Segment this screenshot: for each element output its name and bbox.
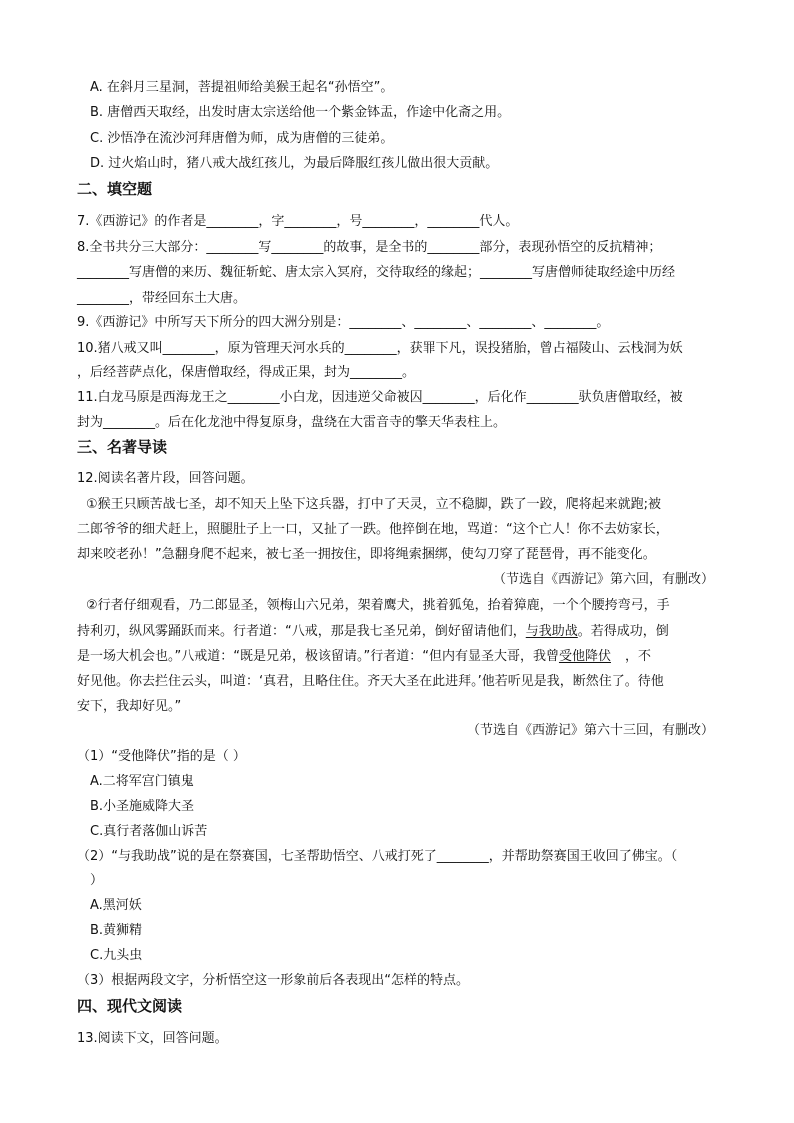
question-13-prompt: 13.阅读下文，回答问题。 xyxy=(77,1031,228,1046)
subquestion-1-option-b: B.小圣施威降大圣 xyxy=(90,799,195,814)
option-6c: C. 沙悟净在流沙河拜唐僧为师，成为唐僧的三徒弟。 xyxy=(90,131,394,146)
passage-2-line3 xyxy=(77,647,651,667)
question-7: 7.《西游记》的作者是________，字________，号________，________代人。 xyxy=(77,214,519,229)
subquestion-1: （1）“受他降伏”指的是（ ） xyxy=(77,749,246,764)
subquestion-2-option-a: A.黑河妖 xyxy=(90,898,142,913)
subquestion-2-option-c: C.九头虫 xyxy=(90,948,143,963)
question-8-line1: 8.全书共分三大部分：________写________的故事，是全书的________部分，表现孙悟空的反抗精神； xyxy=(77,240,662,255)
passage-2-line2-text: 持利刃，纵风雾踊跃而来。行者道：“八戒，那是我七圣兄弟，倒好留请他们， xyxy=(77,624,526,639)
question-9: 9.《西游记》中所写天下所分的四大洲分别是：________、________、________、________。 xyxy=(77,315,610,330)
passage-2-line1: ②行者仔细观看，乃二郎显圣，领梅山六兄弟，架着鹰犬，挑着狐兔，抬着獐鹿，一个个腰挎弯弓，手 xyxy=(86,598,670,613)
question-10-line1: 10.猪八戒又叫________，原为管理天河水兵的________，获罪下凡，误投猪胎，曾占福陵山、云栈洞为妖 xyxy=(77,341,683,356)
passage-1-line2: 二郎爷爷的细犬赶上，照腿肚子上一口，又扯了一跌。他捽倒在地，骂道：“这个亡人！你不去妨家长， xyxy=(77,522,669,537)
underlined-phrase-help-fight: 与我助战 xyxy=(525,624,578,639)
passage-1-line1: ①猴王只顾苦战七圣，却不知天上坠下这兵器，打中了天灵，立不稳脚，跌了一跤，爬将起来就跑;被 xyxy=(86,497,662,512)
question-8-line3: ________，带经回东土大唐。 xyxy=(77,291,247,306)
passage-2-line2 xyxy=(77,622,669,642)
subquestion-2-option-b: B.黄狮精 xyxy=(90,923,143,938)
question-12-prompt: 12.阅读名著片段，回答问题。 xyxy=(77,471,254,486)
option-6a: A. 在斜月三星洞，菩提祖师给美猴王起名“孙悟空”。 xyxy=(90,80,394,95)
section-title-modern-reading: 四、现代文阅读 xyxy=(77,997,183,1015)
subquestion-3: （3）根据两段文字，分析悟空这一形象前后各表现出“怎样的特点。 xyxy=(77,973,470,988)
subquestion-1-option-a: A.二将军宫门镇鬼 xyxy=(90,774,194,789)
question-10-line2: ，后经菩萨点化，保唐僧取经，得成正果，封为________。 xyxy=(77,365,416,380)
question-8-line2: ________写唐僧的来历、魏征斩蛇、唐太宗入冥府，交待取经的缘起；________写唐僧师徒取经途中历经 xyxy=(77,265,676,280)
passage-1-source: （节选自《西游记》第六回，有删改） xyxy=(492,572,714,587)
passage-2-line2-tail: 。若得成功，倒 xyxy=(577,624,669,639)
section-title-fill-blank: 二、填空题 xyxy=(77,180,153,198)
passage-2-line4: 好见他。你去拦住云头，叫道：‘真君，且略住住。齐天大圣在此进拜。’他若听见是我，断然住了。待他 xyxy=(77,674,664,689)
passage-1-line3: 却来咬老孙！”急翻身爬不起来，被七圣一拥按住，即将绳索捆绑，使勾刀穿了琵琶骨，再不能变化。 xyxy=(77,547,656,562)
question-11-line2: 封为________。后在化龙池中得复原身，盘绕在大雷音寺的擎天华表柱上。 xyxy=(77,415,507,430)
passage-2-line3-text: 是一场大机会也。”八戒道：“既是兄弟，极该留请。”行者道：“但内有显圣大哥，我曾 xyxy=(77,649,559,664)
passage-2-line3-tail: ，不 xyxy=(624,649,651,664)
passage-2-source: （节选自《西游记》第六十三回，有删改） xyxy=(466,723,714,738)
subquestion-2-line2: ） xyxy=(90,873,104,888)
passage-2-line5: 安下，我却好见。” xyxy=(77,699,182,714)
option-6d: D. 过火焰山时，猪八戒大战红孩儿，为最后降服红孩儿做出很大贡献。 xyxy=(90,156,499,171)
subquestion-2-line1: （2）“与我助战”说的是在祭赛国，七圣帮助悟空、八戒打死了________，并帮助祭赛国王收回了佛宝。（ xyxy=(77,849,678,864)
section-title-reading-guide: 三、名著导读 xyxy=(77,438,168,456)
underlined-phrase-subdued: 受他降伏 xyxy=(558,649,611,664)
question-11-line1: 11.白龙马原是西海龙王之________小白龙，因违逆父命被囚________，后化作________驮负唐僧取经，被 xyxy=(77,390,683,405)
subquestion-1-option-c: C.真行者落伽山诉苦 xyxy=(90,824,208,839)
option-6b: B. 唐僧西天取经，出发时唐太宗送给他一个紫金钵盂，作途中化斋之用。 xyxy=(90,105,511,120)
